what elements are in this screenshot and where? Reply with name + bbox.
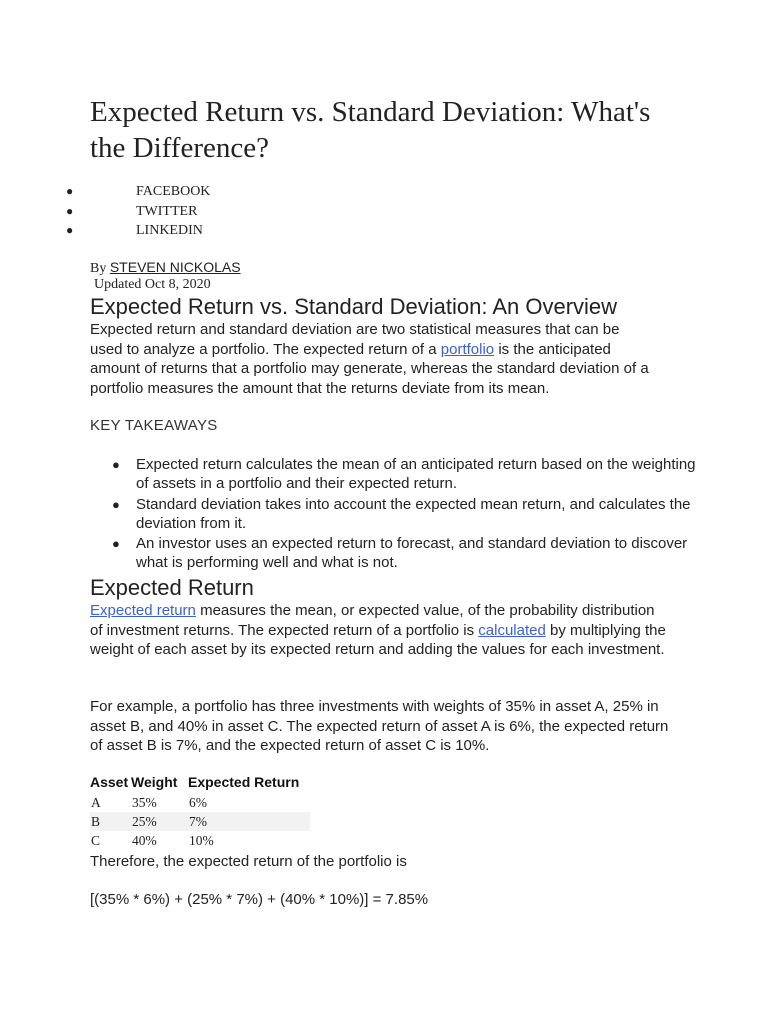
table-cell: 35% xyxy=(132,795,157,810)
key-takeaways-list xyxy=(112,455,696,574)
expected-return-link[interactable]: Expected return xyxy=(90,602,196,619)
therefore-paragraph: Therefore, the expected return of the portfolio is xyxy=(90,853,407,870)
bullet-icon: ● xyxy=(66,203,74,218)
key-takeaways-heading: KEY TAKEAWAYS xyxy=(90,417,218,434)
overview-paragraph xyxy=(90,320,650,398)
table-row xyxy=(90,793,310,812)
calculated-link[interactable]: calculated xyxy=(478,621,546,639)
updated-date: Updated Oct 8, 2020 xyxy=(94,277,211,292)
table-header-row xyxy=(90,772,310,793)
takeaway-text: Expected return calculates the mean of an anticipated return based on the weighting of assets in a portfolio and their expected return. xyxy=(136,456,696,492)
share-twitter[interactable] xyxy=(0,202,400,222)
takeaway-item xyxy=(112,534,696,572)
table-cell: 7% xyxy=(188,812,310,831)
table-cell: 10% xyxy=(189,833,214,848)
takeaway-text: Standard deviation takes into account the expected mean return, and calculates the deviation from it. xyxy=(136,495,691,532)
table-row xyxy=(90,831,310,850)
share-linkedin[interactable] xyxy=(0,221,400,241)
author-link[interactable]: STEVEN NICKOLAS xyxy=(109,259,241,275)
share-twitter-label: TWITTER xyxy=(136,203,198,219)
share-linkedin-label: LINKEDIN xyxy=(136,223,203,238)
table-cell: C xyxy=(91,833,101,848)
expected-return-heading: Expected Return xyxy=(90,575,254,600)
table-cell: 40% xyxy=(132,833,157,848)
overview-heading: Expected Return vs. Standard Deviation: An Overview xyxy=(90,294,618,319)
bullet-icon: ● xyxy=(66,184,74,198)
table-cell: B xyxy=(90,812,131,831)
overview-text-1: Expected return and standard deviation are two statistical measures that can be used to analyze a portfolio. The expected return of a xyxy=(90,321,620,358)
expected-return-text-2: by multiplying the weight of each asset by its expected return and adding the values for each investment. xyxy=(90,621,666,658)
table-cell: 6% xyxy=(189,795,207,810)
expected-return-paragraph xyxy=(90,601,670,660)
byline-prefix: By xyxy=(90,261,107,276)
asset-table xyxy=(90,772,310,850)
table-cell: A xyxy=(91,795,101,810)
portfolio-link[interactable]: portfolio xyxy=(440,340,495,358)
example-paragraph: For example, a portfolio has three investments with weights of 35% in asset A, 25% in asset B, and 40% in asset C. The expected return of asset A is 6%, the expected return of asset B is 7%, and the expected return of asset C is 10%. xyxy=(90,698,669,754)
bullet-icon: ● xyxy=(112,457,120,472)
table-cell: 25% xyxy=(131,812,188,831)
header-expected-return: Expected Return xyxy=(188,774,300,790)
header-asset: Asset xyxy=(90,774,129,790)
expected-return-text-1: measures the mean, or expected value, of the probability distribution of investment returns. The expected return of a portfolio is xyxy=(90,602,655,639)
takeaway-item xyxy=(112,495,696,533)
table-row xyxy=(90,812,310,831)
overview-text-2: is the anticipated amount of returns that a portfolio may generate, whereas the standard deviation of a portfolio measures the amount that the returns deviate from its mean. xyxy=(90,340,649,397)
share-facebook-label: FACEBOOK xyxy=(136,184,211,199)
byline xyxy=(90,258,241,278)
takeaway-item xyxy=(112,455,696,493)
bullet-icon: ● xyxy=(66,223,74,237)
bullet-icon: ● xyxy=(112,536,120,551)
formula-paragraph: [(35% * 6%) + (25% * 7%) + (40% * 10%)] = 7.85% xyxy=(90,891,429,908)
share-facebook[interactable] xyxy=(0,182,400,202)
article-title: Expected Return vs. Standard Deviation: What's the Difference? xyxy=(90,96,651,164)
header-weight: Weight xyxy=(131,774,178,790)
share-links xyxy=(0,182,400,241)
bullet-icon: ● xyxy=(112,496,120,512)
takeaway-text: An investor uses an expected return to forecast, and standard deviation to discover what is performing well and what is not. xyxy=(136,535,688,571)
